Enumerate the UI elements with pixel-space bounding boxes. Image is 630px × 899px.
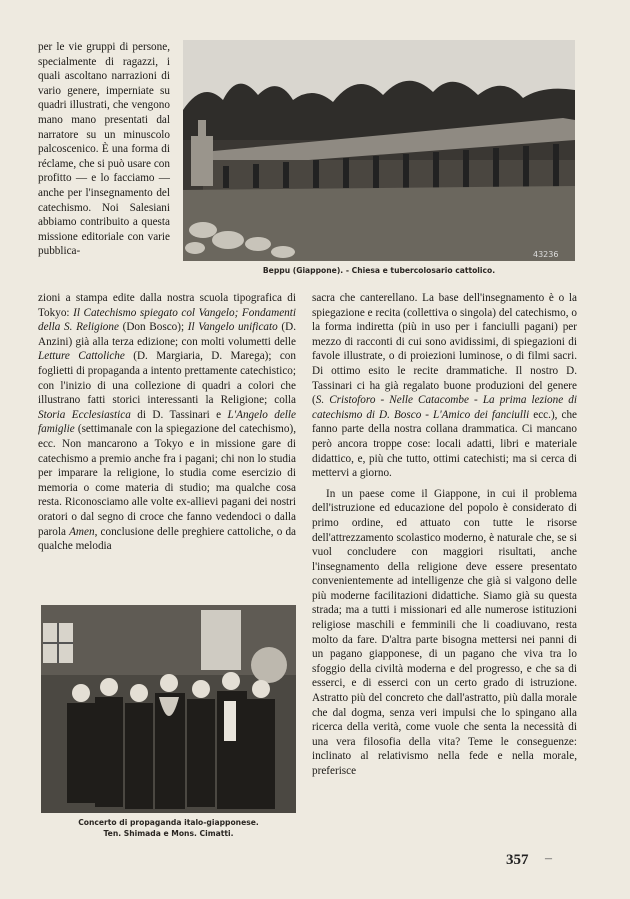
page-number: 357 [506,852,529,868]
group-photo-illustration [41,605,296,813]
intro-paragraph [38,40,170,259]
plate-number: 43236 [533,250,559,259]
photo-church-sanatorium [183,40,575,261]
left-paragraph: zioni a stampa edite dalla nostra scuola tipografica di Tokyo: Il Catechismo spiegato col Vangelo; Fondamenti della S. Religione (Don Bosco); Il Vangelo unificato (D. Anzini) già alla terza edizione; con molti volumetti delle Letture Cattoliche (D. Margiaria, D. Marega); con foglietti di propaganda a intento prettamente catechistico; con l'inizio di una collezione di quadri a colori che illustrano fatti storici interessanti la Religione; colla Storia Ecclesiastica di D. Tassinari e L'Angelo delle famiglie (settimanale con la spiegazione del catechismo), ecc. Non mancarono a Tokyo e in missione gare di catechismo a premio anche fra i pagani; chi non lo studia per imparare la religione, lo studia come esercizio di memoria o come materia di studio; ma qualche cosa resta. Riconosciamo alle volte ex-allievi pagani dei nostri oratori o dal segno di croce che fanno vedendoci o dalla parola Amen, conclusione delle preghiere cattoliche, o da qualche melodia [38,292,296,553]
caption-top-photo: Beppu (Giappone). - Chiesa e tubercolosario cattolico. [262,266,496,275]
church-photo-illustration [183,40,575,261]
intro-text: per le vie gruppi di persone, specialmente di ragazzi, i quali ascoltano narrazioni di vario genere, imperniate su quadri illustrati, che vengono mano mano presentati dal narratore su un minuscolo palcoscenico. È una forma di réclame, che si può usare con profitto — e lo facciamo — anche per l'insegnamento del catechismo. Noi Salesiani abbiamo contribuito a questa missione editoriale con varie pubblica- [38,41,170,258]
right-paragraph-2: In un paese come il Giappone, in cui il problema dell'istruzione ed educazione del popolo è considerato di primo ordine, ed attuato con tutte le risorse dell'attrezzamento scolastico moderno, è naturale che, se si vuol concludere con maggiori risultati, anche l'insegnamento della religione deve essere presentato convenientemente ad intelligenze che già si valgono delle più moderne facilitazioni didattiche. Siamo già su questa strada; ma a tutti i missionari ed alle numerose istituzioni religiose maschili e femminili che li coadiuvano, resta molto da fare. D'altra parte bisogna mettersi nei panni di un pagano giapponese, di un pagano che viva tra lo sfoggio della civiltà moderna e del progresso, e che sa di esserci, e di esserci con un certo grado di istruzione. Astratto più del concreto che dall'astratto, più dalla morale che dal dogma, senza veri impulsi che lo spingano alla ricerca della verità, come vuole che senta la necessità di una vera filosofia della vita? Teme le conseguenze: inclinato al relativismo nella fede e nella morale, preferisce [312,487,577,777]
photo-concert-group [41,605,296,813]
page-number-dash: – [545,851,552,866]
caption-bottom-photo [41,818,296,839]
caption-line-1: Concerto di propaganda italo-giapponese. [78,818,259,827]
right-paragraph-1: sacra che canterellano. La base dell'insegnamento è o la spiegazione e recita (collettiva o singola) del catechismo, o la forma indiretta (più in uso per i fanciulli pagani) per mezzo di racconti di cui sono avidissimi, di spiegazioni di favole illustrate, o di proiezioni luminose, o di filmi sacri. Di ottimo esito le recite drammatiche. Il nostro D. Tassinari ci ha già regalato buone produzioni del genere (S. Cristoforo - Nelle Catacombe - La prima lezione di catechismo di D. Bosco - L'Amico dei fanciulli ecc.), che fanno parte della nostra collana drammatica. Ci mancano però ancora troppe cose: locali adatti, libri e materiale didattico, e, più che tutto, ottimi catechisti; ma si cerca di mettervi a giorno. [312,292,578,480]
caption-line-2: Ten. Shimada e Mons. Cimatti. [103,828,234,838]
left-column-text [38,291,296,554]
right-column-text [312,291,577,779]
